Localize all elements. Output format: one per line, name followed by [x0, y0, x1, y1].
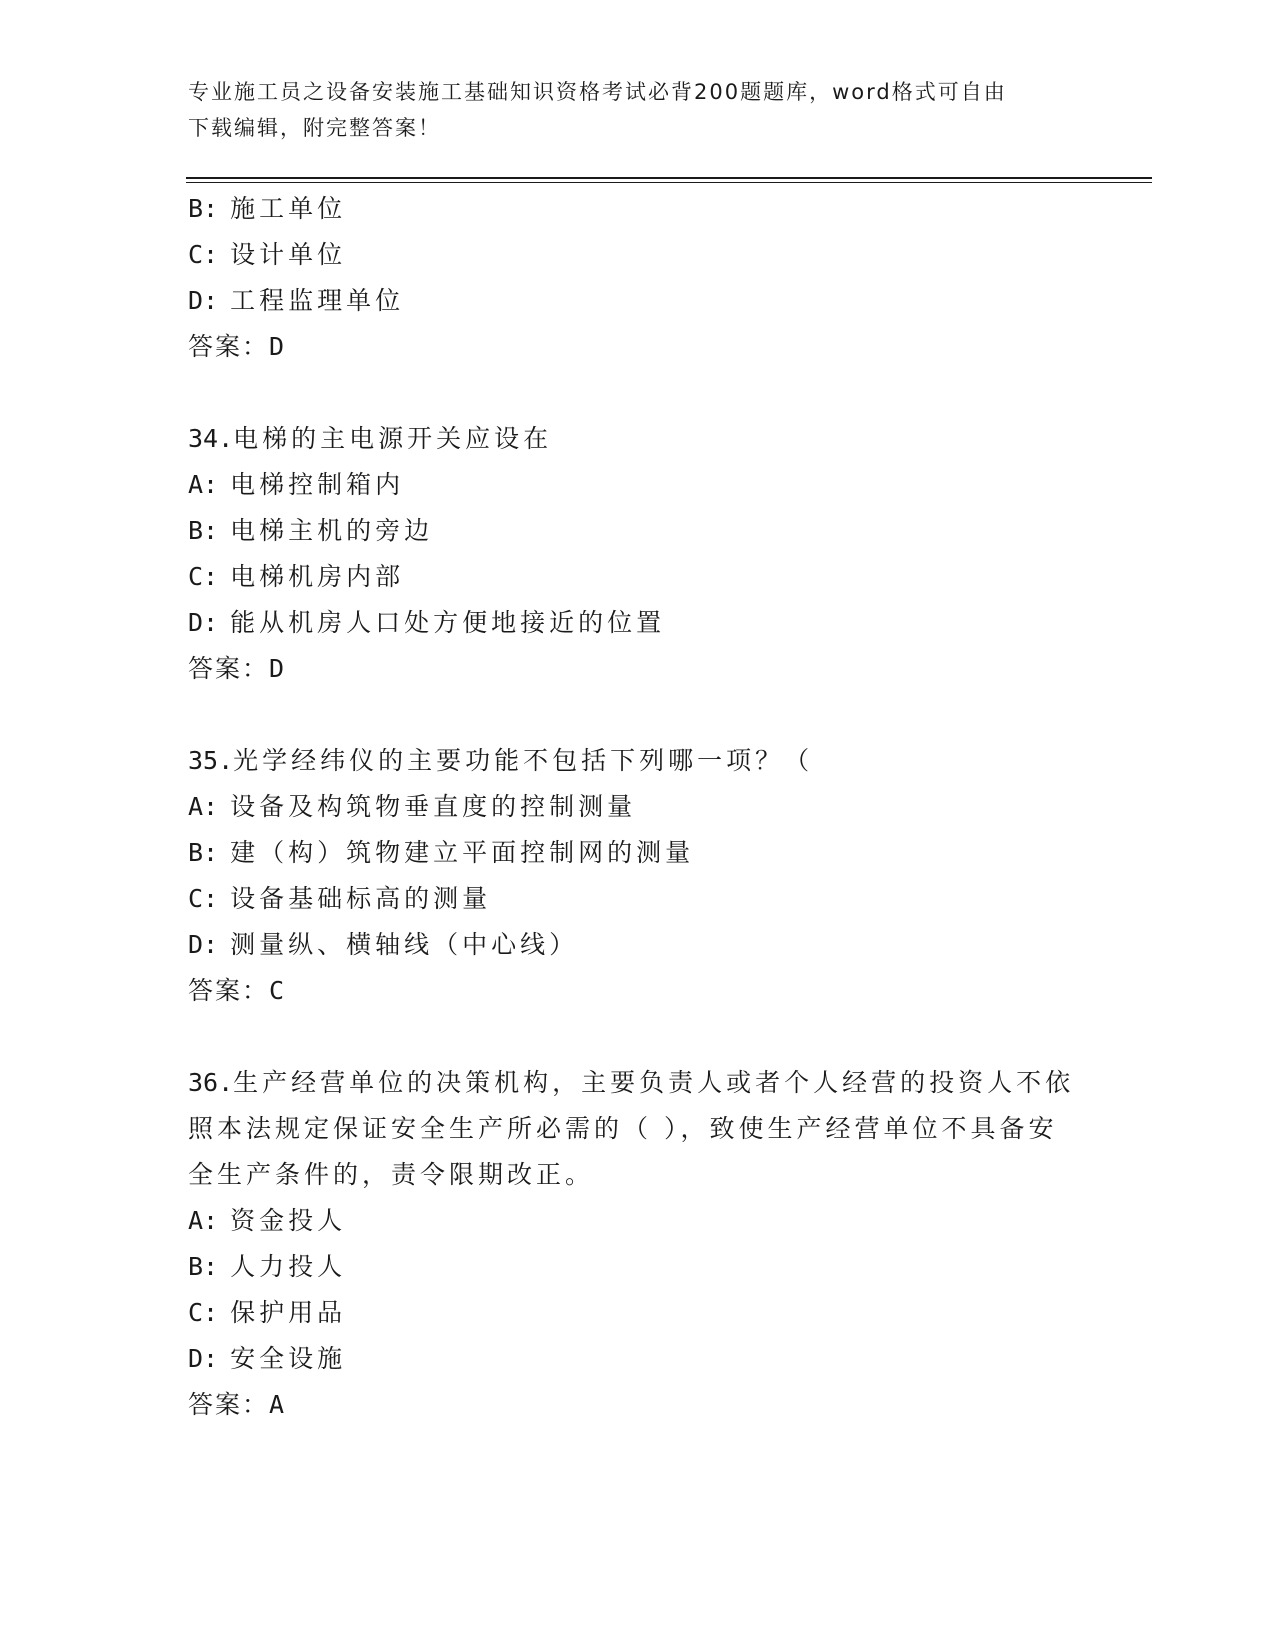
header-title-line-1: 专业施工员之设备安装施工基础知识资格考试必背200题题库，word格式可自由: [188, 80, 1007, 104]
option-a: A: 电梯控制箱内: [188, 470, 405, 499]
option-b: B: 施工单位: [188, 194, 347, 223]
option-c: C: 设备基础标高的测量: [188, 884, 492, 913]
option-text: 设备及构筑物垂直度的控制测量: [230, 792, 637, 821]
header-title-line-2: 下载编辑，附完整答案！: [188, 116, 441, 140]
option-a: A: 资金投人: [188, 1206, 347, 1235]
answer-value: D: [269, 332, 286, 361]
option-text: 电梯控制箱内: [230, 470, 405, 499]
question-stem-continued: 全生产条件的，责令限期改正。: [188, 1160, 595, 1189]
header-divider-thick: [186, 177, 1152, 179]
question-stem: 34.电梯的主电源开关应设在: [188, 424, 553, 453]
option-a: A: 设备及构筑物垂直度的控制测量: [188, 792, 637, 821]
answer-value: A: [269, 1390, 286, 1419]
spacer: [188, 370, 1088, 416]
option-c: C: 电梯机房内部: [188, 562, 405, 591]
answer-label: 答案：: [188, 1390, 270, 1419]
option-text: 建（构）筑物建立平面控制网的测量: [230, 838, 695, 867]
question-continued: [188, 186, 1088, 370]
option-d: D: 测量纵、横轴线（中心线）: [188, 930, 579, 959]
option-text: 人力投人: [230, 1252, 347, 1281]
answer-label: 答案：: [188, 654, 270, 683]
option-text: 安全设施: [230, 1344, 347, 1373]
answer-value: C: [269, 976, 286, 1005]
option-text: 设计单位: [230, 240, 347, 269]
option-text: 电梯机房内部: [230, 562, 405, 591]
answer-line: [188, 1382, 1088, 1428]
option-c: C: 保护用品: [188, 1298, 347, 1327]
option-text: 设备基础标高的测量: [230, 884, 492, 913]
answer-value: D: [269, 654, 286, 683]
question-number: 34.: [188, 424, 234, 453]
option-d: D: 安全设施: [188, 1344, 347, 1373]
answer-line: [188, 324, 1088, 370]
header-divider-thin: [186, 182, 1152, 183]
option-text: 工程监理单位: [230, 286, 405, 315]
question-36: [188, 1060, 1088, 1428]
option-text: 施工单位: [230, 194, 347, 223]
question-list: [188, 186, 1088, 1428]
option-text: 测量纵、横轴线（中心线）: [230, 930, 579, 959]
document-header: [188, 74, 1068, 146]
answer-line: [188, 646, 1088, 692]
question-34: [188, 416, 1088, 692]
question-stem: 35.光学经纬仪的主要功能不包括下列哪一项？（: [188, 746, 814, 775]
question-stem: 36.生产经营单位的决策机构，主要负责人或者个人经营的投资人不依: [188, 1068, 1075, 1097]
option-b: B: 电梯主机的旁边: [188, 516, 434, 545]
spacer: [188, 1014, 1088, 1060]
question-stem-continued: 照本法规定保证安全生产所必需的（ ），致使生产经营单位不具备安: [188, 1114, 1058, 1143]
answer-line: [188, 968, 1088, 1014]
question-number: 35.: [188, 746, 234, 775]
option-b: B: 人力投人: [188, 1252, 347, 1281]
option-c: C: 设计单位: [188, 240, 347, 269]
option-text: 能从机房人口处方便地接近的位置: [230, 608, 666, 637]
option-text: 资金投人: [230, 1206, 347, 1235]
option-text: 电梯主机的旁边: [230, 516, 434, 545]
spacer: [188, 692, 1088, 738]
question-number: 36.: [188, 1068, 234, 1097]
option-d: D: 能从机房人口处方便地接近的位置: [188, 608, 666, 637]
option-b: B: 建（构）筑物建立平面控制网的测量: [188, 838, 695, 867]
answer-label: 答案：: [188, 332, 270, 361]
question-35: [188, 738, 1088, 1014]
option-d: D: 工程监理单位: [188, 286, 405, 315]
option-text: 保护用品: [230, 1298, 347, 1327]
answer-label: 答案：: [188, 976, 270, 1005]
